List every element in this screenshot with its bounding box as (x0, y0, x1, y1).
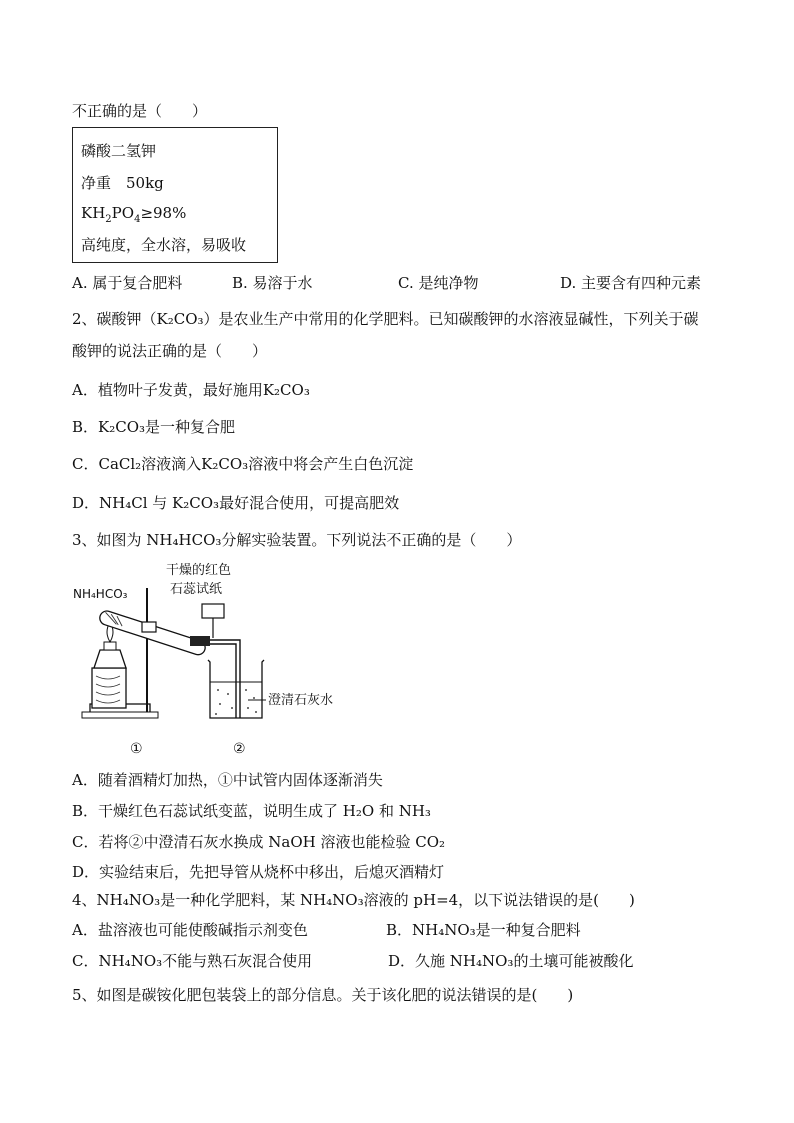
q4-option-a[interactable]: A．盐溶液也可能使酸碱指示剂变色 (72, 921, 308, 939)
q2-stem-line1: 2、碳酸钾（K₂CO₃）是农业生产中常用的化学肥料。已知碳酸钾的水溶液显碱性，下列关于碳 (72, 310, 699, 328)
q2-stem-line2: 酸钾的说法正确的是（ ） (72, 342, 268, 360)
q3-stem: 3、如图为 NH₄HCO₃分解实验装置。下列说法不正确的是（ ） (72, 531, 522, 549)
wood-block (92, 668, 126, 708)
q3-option-d[interactable]: D．实验结束后，先把导管从烧杯中移出，后熄灭酒精灯 (72, 863, 445, 881)
formula-sub-4: 4 (134, 214, 141, 225)
fig-reagent-label: NH₄HCO₃ (73, 587, 128, 601)
q3-option-a[interactable]: A．随着酒精灯加热，①中试管内固体逐渐消失 (72, 771, 383, 789)
q2-option-c[interactable]: C．CaCl₂溶液滴入K₂CO₃溶液中将会产生白色沉淀 (72, 455, 414, 473)
fig-paper-label-1: 干燥的红色 (166, 563, 232, 578)
q4-option-d[interactable]: D．久施 NH₄NO₃的土壤可能被酸化 (388, 952, 634, 970)
q5-stem: 5、如图是碳铵化肥包装袋上的部分信息。关于该化肥的说法错误的是( ) (72, 986, 574, 1004)
litmus-paper (202, 604, 224, 618)
q2-option-d[interactable]: D．NH₄Cl 与 K₂CO₃最好混合使用，可提高肥效 (72, 494, 400, 512)
q3-option-c[interactable]: C．若将②中澄清石灰水换成 NaOH 溶液也能检验 CO₂ (72, 833, 446, 851)
q4-stem: 4、NH₄NO₃是一种化学肥料，某 NH₄NO₃溶液的 pH=4，以下说法错误的是( ) (72, 891, 635, 909)
q1-stem-tail: 不正确的是（ ） (72, 102, 208, 120)
q4-option-c[interactable]: C．NH₄NO₃不能与熟石灰混合使用 (72, 952, 313, 970)
label-name: 磷酸二氢钾 (81, 142, 157, 160)
fertilizer-label-box (72, 127, 278, 263)
label-desc: 高纯度，全水溶，易吸收 (81, 236, 247, 254)
q4-option-b[interactable]: B．NH₄NO₃是一种复合肥料 (386, 921, 581, 939)
fig-paper-label-2: 石蕊试纸 (170, 582, 223, 597)
q2-option-b[interactable]: B．K₂CO₃是一种复合肥 (72, 418, 236, 436)
q1-option-d[interactable]: D. 主要含有四种元素 (560, 274, 702, 292)
formula-sub-2: 2 (105, 214, 112, 225)
q1-option-a[interactable]: A. 属于复合肥料 (72, 274, 183, 292)
formula-purity: ≥98% (140, 204, 187, 222)
q1-option-c[interactable]: C. 是纯净物 (398, 274, 479, 292)
clamp (142, 622, 156, 632)
q2-option-a[interactable]: A．植物叶子发黄，最好施用K₂CO₃ (72, 381, 310, 399)
q1-option-b[interactable]: B. 易溶于水 (232, 274, 313, 292)
nh4hco3-apparatus-figure (70, 558, 370, 758)
formula-kh: KH (81, 204, 106, 222)
q3-option-b[interactable]: B．干燥红色石蕊试纸变蓝，说明生成了 H₂O 和 NH₃ (72, 802, 431, 820)
label-formula (81, 204, 186, 225)
fig-mark-2: ② (233, 741, 246, 757)
formula-po: PO (111, 204, 135, 222)
fig-water-label: 澄清石灰水 (268, 693, 334, 708)
alcohol-lamp (94, 650, 126, 668)
fig-mark-1: ① (130, 741, 143, 757)
label-weight: 净重 50kg (81, 174, 164, 192)
